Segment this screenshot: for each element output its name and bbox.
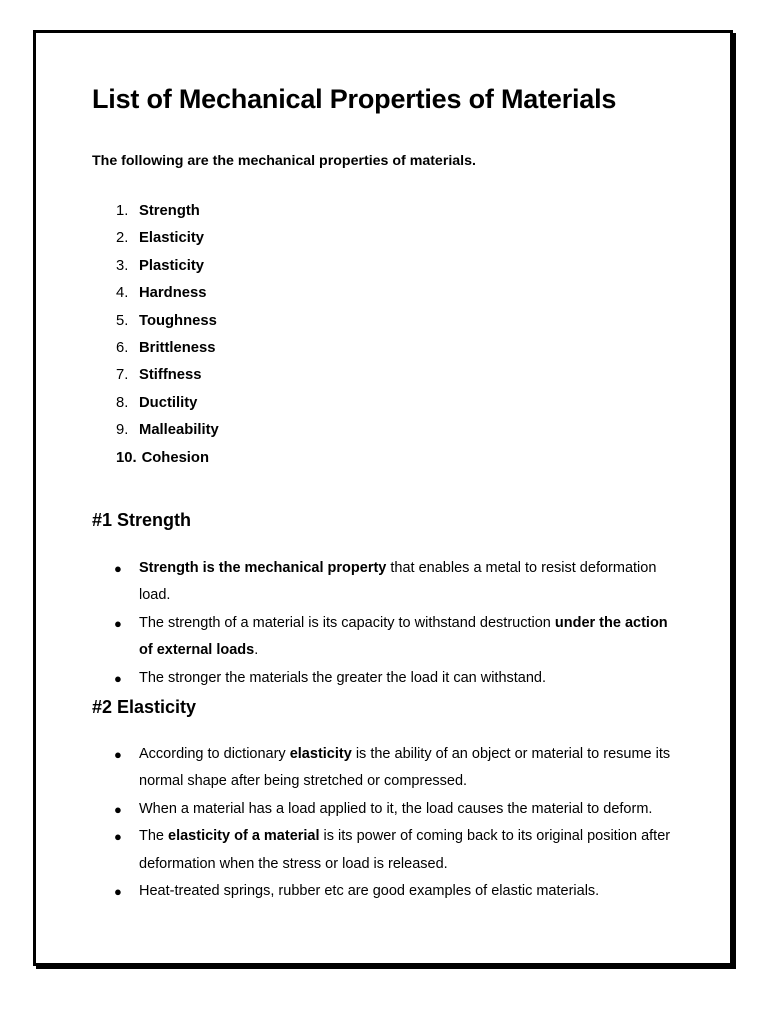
bullet-item bbox=[112, 665, 679, 692]
list-number: 1. bbox=[116, 203, 129, 219]
bullet-icon: ● bbox=[114, 747, 122, 762]
bullet-item bbox=[112, 555, 679, 610]
list-item bbox=[116, 282, 219, 309]
list-number: 4. bbox=[116, 285, 129, 302]
list-item bbox=[116, 419, 219, 446]
bullet-icon: ● bbox=[114, 615, 122, 631]
bullet-item bbox=[112, 878, 679, 905]
intro-text: The following are the mechanical properties of materials. bbox=[92, 153, 476, 169]
bold-text: elasticity of a material bbox=[168, 828, 320, 845]
body-text: The stronger the materials the greater the load it can withstand. bbox=[139, 669, 547, 686]
bullet-icon: ● bbox=[114, 884, 122, 900]
list-label: Cohesion bbox=[141, 449, 209, 466]
body-text: The bbox=[139, 828, 169, 845]
list-item bbox=[116, 227, 219, 254]
bold-text: under the action of external loads bbox=[139, 614, 668, 659]
list-label: Elasticity bbox=[139, 230, 204, 247]
body-text: According to dictionary bbox=[139, 746, 290, 762]
body-text: The strength of a material is its capacity to withstand destruction bbox=[139, 614, 555, 631]
bullet-item bbox=[112, 741, 679, 796]
bold-text: Strength is the mechanical property bbox=[139, 560, 387, 576]
body-text: Heat-treated springs, rubber etc are good examples of elastic materials. bbox=[139, 883, 600, 900]
bullet-icon: ● bbox=[114, 561, 122, 576]
list-item bbox=[116, 392, 219, 419]
list-number: 8. bbox=[116, 394, 129, 411]
body-text: that enables a metal to resist deformation load. bbox=[139, 560, 657, 604]
body-text: When a material has a load applied to it, the load causes the material to deform. bbox=[139, 800, 653, 817]
list-item bbox=[116, 364, 219, 391]
list-number: 5. bbox=[116, 312, 129, 329]
list-label: Brittleness bbox=[139, 339, 216, 356]
list-item bbox=[116, 255, 219, 282]
list-label: Ductility bbox=[139, 394, 198, 411]
list-number: 3. bbox=[116, 257, 129, 274]
list-number: 9. bbox=[116, 422, 129, 439]
list-number: 7. bbox=[116, 367, 129, 384]
bullet-item bbox=[112, 823, 679, 878]
bullet-item bbox=[112, 610, 679, 665]
list-item bbox=[116, 310, 219, 337]
section-heading-strength: #1 Strength bbox=[92, 510, 192, 530]
list-number: 10. bbox=[116, 449, 137, 466]
list-item bbox=[116, 200, 219, 227]
body-text: is its power of coming back to its original position after deformation when the stress or load is released. bbox=[139, 828, 671, 872]
bullet-icon: ● bbox=[114, 801, 122, 817]
page-title: List of Mechanical Properties of Materials bbox=[92, 84, 617, 114]
list-label: Hardness bbox=[139, 285, 207, 302]
properties-list bbox=[116, 200, 219, 474]
list-label: Stiffness bbox=[139, 367, 202, 384]
list-item bbox=[116, 447, 219, 474]
list-label: Plasticity bbox=[139, 257, 204, 274]
list-item bbox=[116, 337, 219, 364]
strength-bullets bbox=[112, 555, 679, 692]
bullet-item bbox=[112, 796, 679, 823]
bullet-icon: ● bbox=[114, 670, 122, 686]
list-number: 6. bbox=[116, 339, 129, 356]
bullet-icon: ● bbox=[114, 829, 122, 845]
bold-text: elasticity bbox=[289, 746, 352, 762]
elasticity-bullets bbox=[112, 741, 679, 905]
list-number: 2. bbox=[116, 230, 129, 247]
section-heading-elasticity: #2 Elasticity bbox=[92, 697, 197, 717]
body-text: is the ability of an object or material to resume its normal shape after being stretched or compressed. bbox=[139, 746, 671, 790]
list-label: Toughness bbox=[139, 312, 217, 329]
body-text: . bbox=[254, 642, 259, 659]
list-label: Strength bbox=[139, 203, 200, 219]
list-label: Malleability bbox=[139, 422, 219, 439]
